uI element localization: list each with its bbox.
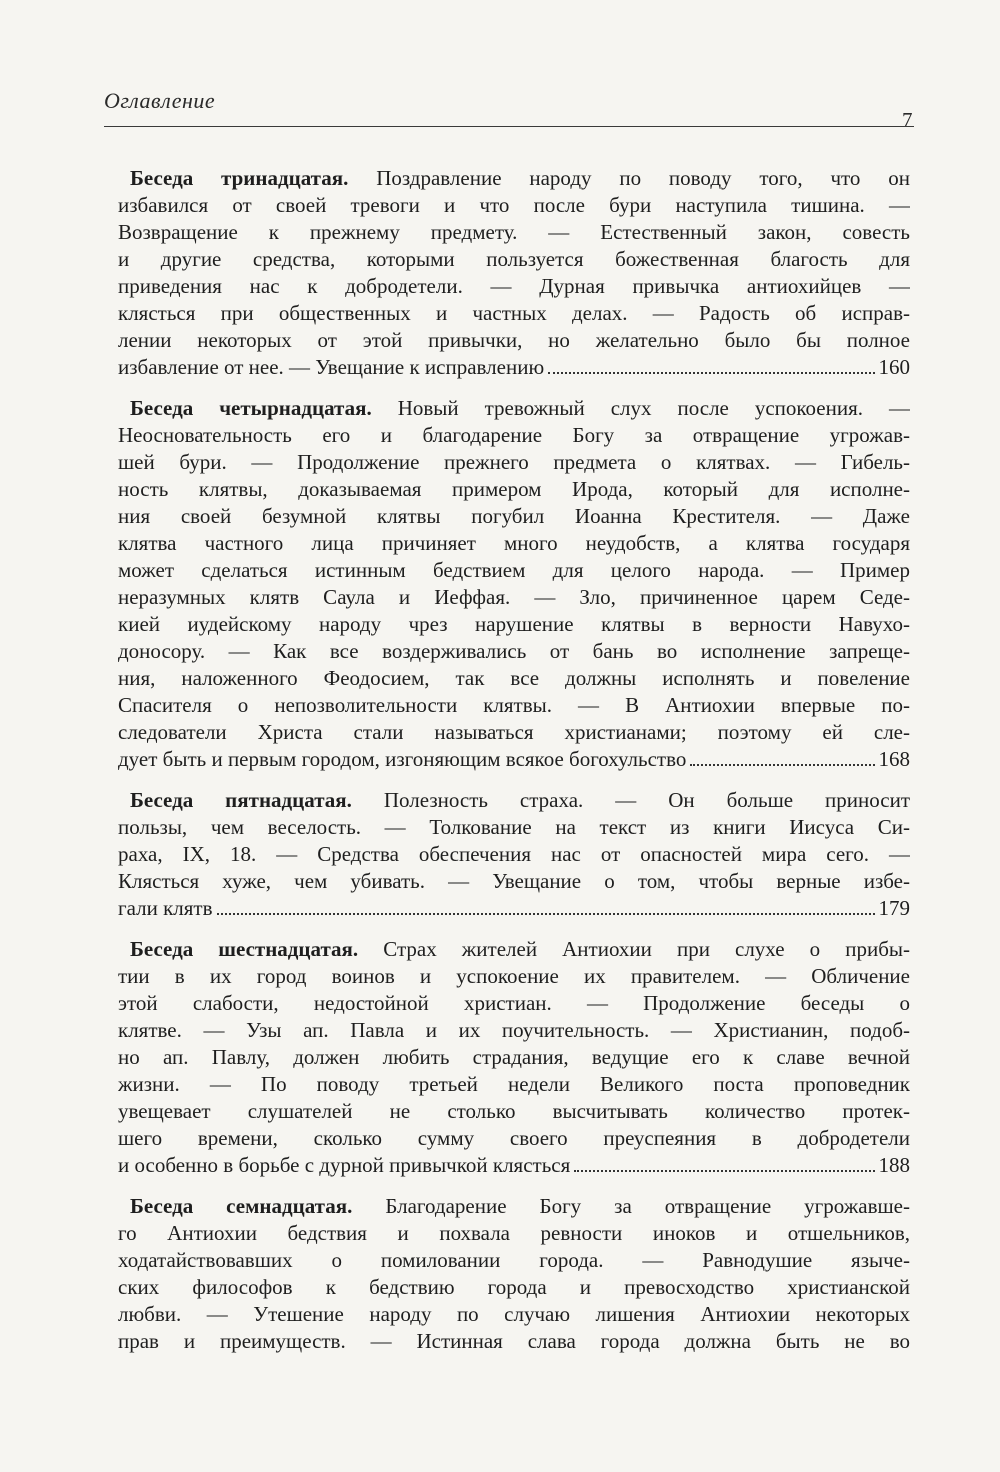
toc-entry-text: Страх жителей Антиохии при слухе о прибы- [358,937,910,961]
dot-leader [574,1170,874,1172]
toc-entry-line: но ап. Павлу, должен любить страдания, ведущие его к славе вечной [118,1045,910,1069]
toc-entry-last-line [118,895,910,922]
toc-entry-line: доносору. — Как все воздерживались от бань во исполнение запреще- [118,639,910,663]
dot-leader [217,913,875,915]
toc-entry-line: ходатайствовавших о помиловании города. — Равнодушие языче- [118,1248,910,1272]
toc-entry-line: ния, наложенного Феодосием, так все должны исполнять и повеление [118,666,910,690]
toc-entry-14[interactable] [118,395,910,773]
toc-entry-text: Поздравление народу по поводу того, что он [348,166,910,190]
toc-entry-line: ния своей безумной клятвы погубил Иоанна Крестителя. — Даже [118,504,910,528]
toc-entry-line: любви. — Утешение народу по случаю лишения Антиохии некоторых [118,1302,910,1326]
toc-entry-text: Новый тревожный слух после успокоения. — [371,396,910,420]
toc-entry-line: лении некоторых от этой привычки, но желательно было бы полное [118,328,910,352]
toc-entry-page-number: 179 [878,896,910,920]
toc-entry-page-number: 168 [878,747,910,771]
toc-entry-line: тии в их город воинов и успокоение их правителем. — Обличение [118,964,910,988]
toc-entry-title: Беседа пятнадцатая. [130,788,352,812]
toc-entry-line: кией иудейскому народу чрез нарушение клятвы в верности Навухо- [118,612,910,636]
toc-entry-last-line [118,1152,910,1179]
toc-entry-line: шего времени, сколько сумму своего преуспеяния в добродетели [118,1126,910,1150]
toc-entry-last-line [118,746,910,773]
toc-entry-line: Неосновательность его и благодарение Богу за отвращение угрожав- [118,423,910,447]
toc-entry-line: го Антиохии бедствия и похвала ревности иноков и отшельников, [118,1221,910,1245]
toc-entry-line: прав и преимуществ. — Истинная слава города должна быть не во [118,1329,910,1353]
toc-entry-first-line [118,165,910,192]
toc-entry-title: Беседа семнадцатая. [130,1194,353,1218]
toc-entry-line: этой слабости, недостойной христиан. — Продолжение беседы о [118,991,910,1015]
toc-entry-first-line [118,395,910,422]
toc-entry-15[interactable] [118,787,910,922]
toc-entry-line: следователи Христа стали называться христианами; поэтому ей сле- [118,720,910,744]
toc-entry-line: ность клятвы, доказываемая примером Ирода, который для исполне- [118,477,910,501]
toc-entry-line: ских философов к бедствию города и превосходство христианской [118,1275,910,1299]
running-head: Оглавление [104,88,216,113]
toc-entry-title: Беседа четырнадцатая. [130,396,372,420]
toc-entry-first-line [118,787,910,814]
toc-entry-title: Беседа тринадцатая. [130,166,349,190]
toc-entry-line: неразумных клятв Саула и Иеффая. — Зло, причиненное царем Седе- [118,585,910,609]
toc-entry-title: Беседа шестнадцатая. [130,937,359,961]
toc-entry-line: и особенно в борьбе с дурной привычкой клясться [118,1153,571,1177]
toc-entry-line: дует быть и первым городом, изгоняющим всякое богохульство [118,747,687,771]
toc-entry-line: раха, IX, 18. — Средства обеспечения нас от опасностей мира сего. — [118,842,910,866]
toc-entry-line: шей бури. — Продолжение прежнего предмета о клятвах. — Гибель- [118,450,910,474]
toc-entry-line: приведения нас к добродетели. — Дурная привычка антиохийцев — [118,274,910,298]
toc-entry-first-line [118,1193,910,1220]
toc-entry-line: клятве. — Узы ап. Павла и их поучительность. — Христианин, подоб- [118,1018,910,1042]
toc-entry-line: избавление от нее. — Увещание к исправлению [118,355,545,379]
toc-entry-first-line [118,936,910,963]
dot-leader [548,372,874,374]
toc-entry-page-number: 188 [878,1153,910,1177]
toc-entry-line: пользы, чем веселость. — Толкование на текст из книги Иисуса Си- [118,815,910,839]
toc-entry-13[interactable] [118,165,910,381]
header-rule [104,126,914,127]
table-of-contents [118,165,910,1369]
toc-entry-line: может сделаться истинным бедствием для целого народа. — Пример [118,558,910,582]
toc-entry-line: клясться при общественных и частных делах. — Радость об исправ- [118,301,910,325]
toc-entry-line: клятва частного лица причиняет много неудобств, а клятва государя [118,531,910,555]
toc-entry-17[interactable] [118,1193,910,1355]
toc-entry-line: гали клятв [118,896,213,920]
toc-entry-line: и другие средства, которыми пользуется божественная благость для [118,247,910,271]
dot-leader [690,764,874,766]
toc-entry-line: Спасителя о непозволительности клятвы. — В Антиохии впервые по- [118,693,910,717]
toc-entry-line: Клясться хуже, чем убивать. — Увещание о том, чтобы верные избе- [118,869,910,893]
toc-entry-line: жизни. — По поводу третьей недели Великого поста проповедник [118,1072,910,1096]
toc-entry-line: увещевает слушателей не столько высчитывать количество протек- [118,1099,910,1123]
toc-entry-last-line [118,354,910,381]
toc-entry-page-number: 160 [878,355,910,379]
toc-entry-line: Возвращение к прежнему предмету. — Естественный закон, совесть [118,220,910,244]
toc-entry-text: Благодарение Богу за отвращение угрожавше- [352,1194,910,1218]
page-number: 7 [902,108,913,132]
toc-entry-16[interactable] [118,936,910,1179]
toc-entry-line: избавился от своей тревоги и что после бури наступила тишина. — [118,193,910,217]
toc-entry-text: Полезность страха. — Он больше приносит [351,788,910,812]
